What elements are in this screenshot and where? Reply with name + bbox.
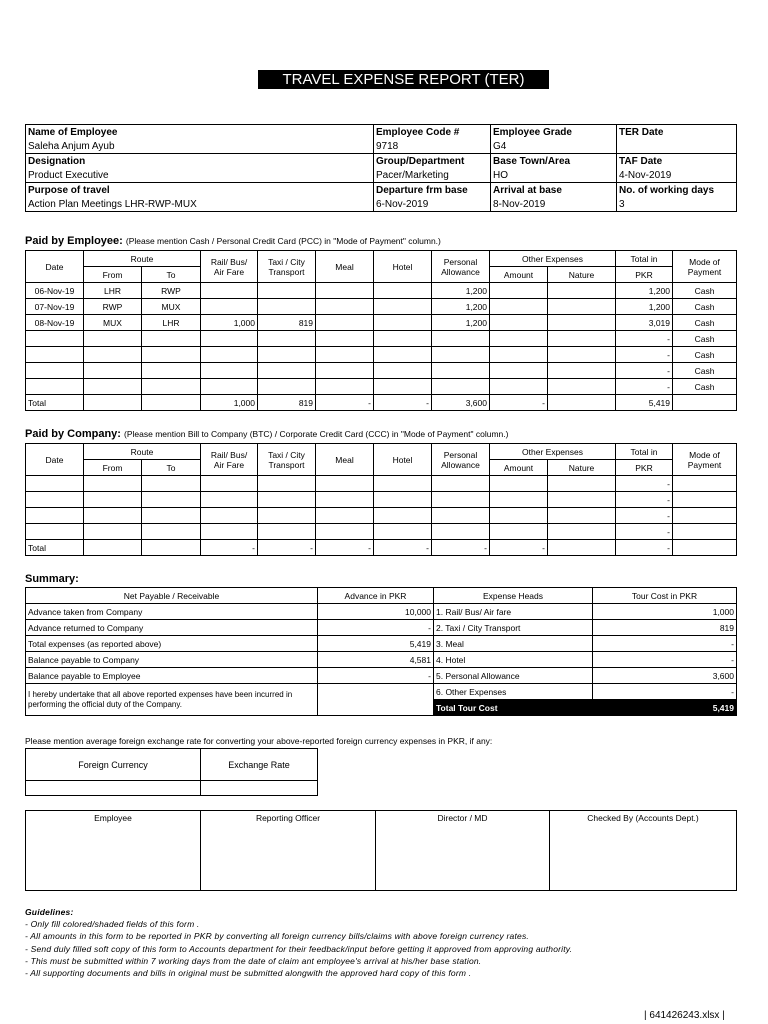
cell-empty <box>142 508 201 524</box>
cell-amount <box>490 315 548 331</box>
summary-cost: 819 <box>593 620 737 636</box>
cell-empty <box>673 524 737 540</box>
cell-hotel <box>374 331 432 347</box>
cell-mode: Cash <box>673 315 737 331</box>
cell-rail <box>201 347 258 363</box>
taf-date-value: 4-Nov-2019 <box>617 168 737 183</box>
fx-note: Please mention average foreign exchange rate for converting your above-reported foreign currency expenses in PKR, if any: <box>25 736 493 746</box>
guidelines-heading: Guidelines: <box>25 907 74 917</box>
total-meal: - <box>316 540 374 556</box>
designation-label: Designation <box>26 154 374 169</box>
name-value: Saleha Anjum Ayub <box>28 140 115 152</box>
cell-empty <box>432 492 490 508</box>
cell-to <box>142 347 201 363</box>
summary-value: 5,419 <box>318 636 434 652</box>
cell-rail <box>201 379 258 395</box>
summary-heading: Summary: <box>25 573 79 585</box>
cell-hotel <box>374 363 432 379</box>
cell-empty <box>673 492 737 508</box>
summary-table <box>25 587 737 716</box>
expense-head-6: 6. Other Expenses <box>434 684 593 700</box>
cell-empty <box>673 476 737 492</box>
summary-row <box>26 620 737 636</box>
cell-empty <box>201 508 258 524</box>
company-expense-row <box>26 524 737 540</box>
total-pkr: 5,419 <box>616 395 673 411</box>
cell-empty <box>316 524 374 540</box>
cell-empty <box>490 508 548 524</box>
cell-to: RWP <box>142 283 201 299</box>
arrival-label: Arrival at base <box>491 183 617 198</box>
employee-expense-row <box>26 363 737 379</box>
summary-row <box>26 604 737 620</box>
cell-empty <box>316 476 374 492</box>
sign-director: Director / MD <box>376 811 550 891</box>
summary-row <box>26 652 737 668</box>
foreign-currency-cell <box>26 781 201 796</box>
summary-value: 10,000 <box>318 604 434 620</box>
col-other-expenses: Other Expenses <box>490 251 616 267</box>
cell-empty <box>432 476 490 492</box>
cell-empty <box>374 524 432 540</box>
total-pa: 3,600 <box>432 395 490 411</box>
cell-empty <box>374 508 432 524</box>
col-meal: Meal <box>316 251 374 283</box>
cell-amount <box>490 347 548 363</box>
cell-empty <box>374 492 432 508</box>
cell-date <box>26 379 84 395</box>
cell-empty <box>258 476 316 492</box>
employee-expense-row <box>26 315 737 331</box>
total-amount: - <box>490 540 548 556</box>
col-route: Route <box>84 251 201 267</box>
cell-to <box>142 331 201 347</box>
cell-empty <box>84 508 142 524</box>
total-pkr: - <box>616 540 673 556</box>
cell-empty <box>548 492 616 508</box>
working-days-label: No. of working days <box>617 183 737 198</box>
cell-pa: 1,200 <box>432 283 490 299</box>
cell-mode: Cash <box>673 283 737 299</box>
col-to: To <box>142 267 201 283</box>
report-title: TRAVEL EXPENSE REPORT (TER) <box>258 70 549 89</box>
employee-expense-row <box>26 347 737 363</box>
departure-value: 6-Nov-2019 <box>374 197 491 212</box>
cell-empty <box>142 492 201 508</box>
cell-empty <box>258 492 316 508</box>
cell-nature <box>548 331 616 347</box>
paid-by-employee-title: Paid by Employee: <box>25 235 123 247</box>
employee-expense-row <box>26 283 737 299</box>
cell-from <box>84 331 142 347</box>
cell-date: 08-Nov-19 <box>26 315 84 331</box>
arrival-value: 8-Nov-2019 <box>491 197 617 212</box>
guideline-item: - Send duly filled soft copy of this form to Accounts department for their feedback/input before getting it approved from approving authority. <box>25 943 573 954</box>
summary-cost: 1,000 <box>593 604 737 620</box>
total-pa: - <box>432 540 490 556</box>
cell-meal <box>316 347 374 363</box>
col-amount: Amount <box>490 267 548 283</box>
taf-date-label: TAF Date <box>617 154 737 169</box>
col-tour-cost: Tour Cost in PKR <box>593 588 737 604</box>
cell-nature <box>548 315 616 331</box>
cell-total: - <box>616 492 673 508</box>
col-pkr: PKR <box>616 267 673 283</box>
cell-date <box>26 347 84 363</box>
cell-total: 1,200 <box>616 299 673 315</box>
cell-empty <box>84 524 142 540</box>
summary-head: 3. Meal <box>434 636 593 652</box>
col-foreign-currency: Foreign Currency <box>26 749 201 781</box>
col-expense-heads: Expense Heads <box>434 588 593 604</box>
cell-taxi <box>258 347 316 363</box>
col-other-expenses: Other Expenses <box>490 444 616 460</box>
cell-empty <box>673 508 737 524</box>
summary-head: 1. Rail/ Bus/ Air fare <box>434 604 593 620</box>
col-amount: Amount <box>490 460 548 476</box>
cell-total: - <box>616 476 673 492</box>
cell-empty <box>142 476 201 492</box>
cell-meal <box>316 379 374 395</box>
total-tour-cost-label: Total Tour Cost <box>434 700 593 716</box>
cell-empty <box>26 508 84 524</box>
code-label: Employee Code # <box>374 125 491 140</box>
working-days-value: 3 <box>617 197 737 212</box>
col-mode: Mode of Payment <box>673 444 737 476</box>
cell-from <box>84 363 142 379</box>
cell-nature <box>548 379 616 395</box>
cell-total: - <box>616 379 673 395</box>
cell-meal <box>316 363 374 379</box>
file-footer: | 641426243.xlsx | <box>644 1010 725 1021</box>
cell-from <box>84 347 142 363</box>
cell-total: - <box>616 508 673 524</box>
cell-empty <box>490 524 548 540</box>
grade-value: G4 <box>491 139 617 154</box>
ter-date-label: TER Date <box>617 125 737 140</box>
cell-taxi <box>258 299 316 315</box>
summary-cost: 3,600 <box>593 668 737 684</box>
cell-date: 07-Nov-19 <box>26 299 84 315</box>
undertaking-text: I hereby undertake that all above reported expenses have been incurred in performing the official duty of the Company. <box>26 684 318 716</box>
total-label: Total <box>26 395 84 411</box>
company-expense-table <box>25 443 737 556</box>
cell-empty <box>84 492 142 508</box>
cell-rail <box>201 299 258 315</box>
summary-head: 5. Personal Allowance <box>434 668 593 684</box>
col-taxi: Taxi / City Transport <box>258 251 316 283</box>
purpose-label: Purpose of travel <box>26 183 374 198</box>
sign-employee: Employee <box>26 811 201 891</box>
base-label: Base Town/Area <box>491 154 617 169</box>
sign-reporting-officer: Reporting Officer <box>201 811 376 891</box>
summary-label: Total expenses (as reported above) <box>26 636 318 652</box>
paid-by-employee-note: (Please mention Cash / Personal Credit Card (PCC) in "Mode of Payment" column.) <box>125 236 441 246</box>
group-label: Group/Department <box>374 154 491 169</box>
guideline-item: - Only fill colored/shaded fields of this form . <box>25 919 200 930</box>
cell-total: 1,200 <box>616 283 673 299</box>
cell-hotel <box>374 315 432 331</box>
cell-nature <box>548 299 616 315</box>
summary-cost: - <box>593 652 737 668</box>
company-expense-row <box>26 476 737 492</box>
summary-label: Balance payable to Employee <box>26 668 318 684</box>
cell-taxi <box>258 379 316 395</box>
cell-taxi: 819 <box>258 315 316 331</box>
cell-taxi <box>258 331 316 347</box>
cell-hotel <box>374 283 432 299</box>
total-hotel: - <box>374 540 432 556</box>
cell-rail <box>201 283 258 299</box>
cell-amount <box>490 363 548 379</box>
cell-empty <box>490 476 548 492</box>
col-hotel: Hotel <box>374 444 432 476</box>
cell-to <box>142 379 201 395</box>
cell-from: RWP <box>84 299 142 315</box>
cell-date: 06-Nov-19 <box>26 283 84 299</box>
col-hotel: Hotel <box>374 251 432 283</box>
paid-by-company-title: Paid by Company: <box>25 428 121 440</box>
cell-empty <box>26 476 84 492</box>
cell-meal <box>316 331 374 347</box>
total-meal: - <box>316 395 374 411</box>
col-to: To <box>142 460 201 476</box>
cell-meal <box>316 315 374 331</box>
col-meal: Meal <box>316 444 374 476</box>
cell-amount <box>490 283 548 299</box>
cell-amount <box>490 379 548 395</box>
summary-label: Advance returned to Company <box>26 620 318 636</box>
cell-from <box>84 379 142 395</box>
paid-by-company-heading <box>25 428 508 440</box>
guideline-item: - All amounts in this form to be reported in PKR by converting all foreign currency bills/claims with above foreign currency rates. <box>25 931 529 942</box>
code-value: 9718 <box>374 139 491 154</box>
group-value: Pacer/Marketing <box>374 168 491 183</box>
col-rail: Rail/ Bus/ Air Fare <box>201 444 258 476</box>
summary-head: 2. Taxi / City Transport <box>434 620 593 636</box>
cell-pa <box>432 363 490 379</box>
cell-empty <box>201 524 258 540</box>
guideline-item: - All supporting documents and bills in original must be submitted alongwith the approved hard copy of this form . <box>25 968 472 979</box>
cell-empty <box>142 524 201 540</box>
company-expense-row <box>26 508 737 524</box>
paid-by-company-note: (Please mention Bill to Company (BTC) / Corporate Credit Card (CCC) in "Mode of Payment" column.) <box>124 429 509 439</box>
cell-empty <box>432 524 490 540</box>
cell-empty <box>548 476 616 492</box>
cell-empty <box>84 476 142 492</box>
cell-amount <box>490 331 548 347</box>
cell-empty <box>548 508 616 524</box>
departure-label: Departure frm base <box>374 183 491 198</box>
cell-taxi <box>258 283 316 299</box>
cell-hotel <box>374 379 432 395</box>
total-amount: - <box>490 395 548 411</box>
cell-taxi <box>258 363 316 379</box>
col-rail: Rail/ Bus/ Air Fare <box>201 251 258 283</box>
total-taxi: - <box>258 540 316 556</box>
summary-row <box>26 668 737 684</box>
cell-meal <box>316 299 374 315</box>
cell-mode: Cash <box>673 363 737 379</box>
designation-value: Product Executive <box>28 169 109 181</box>
cell-pa <box>432 347 490 363</box>
total-taxi: 819 <box>258 395 316 411</box>
cell-total: - <box>616 347 673 363</box>
summary-value: 4,581 <box>318 652 434 668</box>
col-taxi: Taxi / City Transport <box>258 444 316 476</box>
col-personal-allowance: Personal Allowance <box>432 251 490 283</box>
cell-rail <box>201 331 258 347</box>
summary-value: - <box>318 620 434 636</box>
col-from: From <box>84 267 142 283</box>
col-exchange-rate: Exchange Rate <box>201 749 318 781</box>
company-expense-row <box>26 492 737 508</box>
total-label: Total <box>26 540 84 556</box>
cell-total: 3,019 <box>616 315 673 331</box>
employee-info-table <box>25 124 737 212</box>
tour-cost-6: - <box>593 684 737 700</box>
cell-from: LHR <box>84 283 142 299</box>
total-hotel: - <box>374 395 432 411</box>
employee-expense-row <box>26 331 737 347</box>
summary-label: Advance taken from Company <box>26 604 318 620</box>
grade-label: Employee Grade <box>491 125 617 140</box>
col-date: Date <box>26 251 84 283</box>
cell-empty <box>490 492 548 508</box>
cell-meal <box>316 283 374 299</box>
exchange-rate-cell <box>201 781 318 796</box>
cell-mode: Cash <box>673 299 737 315</box>
col-advance: Advance in PKR <box>318 588 434 604</box>
col-mode: Mode of Payment <box>673 251 737 283</box>
cell-total: - <box>616 363 673 379</box>
summary-value: - <box>318 668 434 684</box>
cell-empty <box>548 524 616 540</box>
cell-to: MUX <box>142 299 201 315</box>
summary-label: Balance payable to Company <box>26 652 318 668</box>
col-date: Date <box>26 444 84 476</box>
cell-nature <box>548 363 616 379</box>
summary-head: 4. Hotel <box>434 652 593 668</box>
col-total: Total in <box>616 444 673 460</box>
base-value: HO <box>491 168 617 183</box>
company-total-row <box>26 540 737 556</box>
cell-pa <box>432 379 490 395</box>
cell-from: MUX <box>84 315 142 331</box>
cell-empty <box>316 508 374 524</box>
col-nature: Nature <box>548 267 616 283</box>
employee-total-row <box>26 395 737 411</box>
guidelines <box>25 906 572 979</box>
cell-empty <box>26 492 84 508</box>
cell-pa <box>432 331 490 347</box>
signature-table <box>25 810 737 891</box>
cell-mode: Cash <box>673 331 737 347</box>
summary-row <box>26 636 737 652</box>
cell-empty <box>258 508 316 524</box>
cell-rail <box>201 363 258 379</box>
summary-cost: - <box>593 636 737 652</box>
cell-empty <box>316 492 374 508</box>
cell-nature <box>548 283 616 299</box>
cell-empty <box>258 524 316 540</box>
col-total: Total in <box>616 251 673 267</box>
paid-by-employee-heading <box>25 235 441 247</box>
purpose-value: Action Plan Meetings LHR-RWP-MUX <box>28 198 197 210</box>
cell-nature <box>548 347 616 363</box>
cell-empty <box>201 476 258 492</box>
cell-amount <box>490 299 548 315</box>
col-net-payable: Net Payable / Receivable <box>26 588 318 604</box>
cell-hotel <box>374 299 432 315</box>
cell-empty <box>26 524 84 540</box>
cell-total: - <box>616 331 673 347</box>
cell-mode: Cash <box>673 347 737 363</box>
col-from: From <box>84 460 142 476</box>
cell-to <box>142 363 201 379</box>
cell-total: - <box>616 524 673 540</box>
employee-expense-table <box>25 250 737 411</box>
employee-expense-row <box>26 299 737 315</box>
col-route: Route <box>84 444 201 460</box>
cell-empty <box>432 508 490 524</box>
total-tour-cost-value: 5,419 <box>593 700 737 716</box>
cell-date <box>26 331 84 347</box>
name-label: Name of Employee <box>28 126 118 138</box>
sign-checked-by: Checked By (Accounts Dept.) <box>550 811 737 891</box>
employee-expense-row <box>26 379 737 395</box>
cell-to: LHR <box>142 315 201 331</box>
cell-hotel <box>374 347 432 363</box>
col-personal-allowance: Personal Allowance <box>432 444 490 476</box>
cell-pa: 1,200 <box>432 315 490 331</box>
cell-empty <box>201 492 258 508</box>
cell-mode: Cash <box>673 379 737 395</box>
col-pkr: PKR <box>616 460 673 476</box>
fx-table <box>25 748 318 796</box>
guideline-item: - This must be submitted within 7 working days from the date of claim ant employee's arrival at his/her base station. <box>25 955 482 966</box>
cell-rail: 1,000 <box>201 315 258 331</box>
total-rail: 1,000 <box>201 395 258 411</box>
cell-empty <box>374 476 432 492</box>
total-rail: - <box>201 540 258 556</box>
ter-date-value <box>617 139 737 154</box>
cell-pa: 1,200 <box>432 299 490 315</box>
cell-date <box>26 363 84 379</box>
col-nature: Nature <box>548 460 616 476</box>
